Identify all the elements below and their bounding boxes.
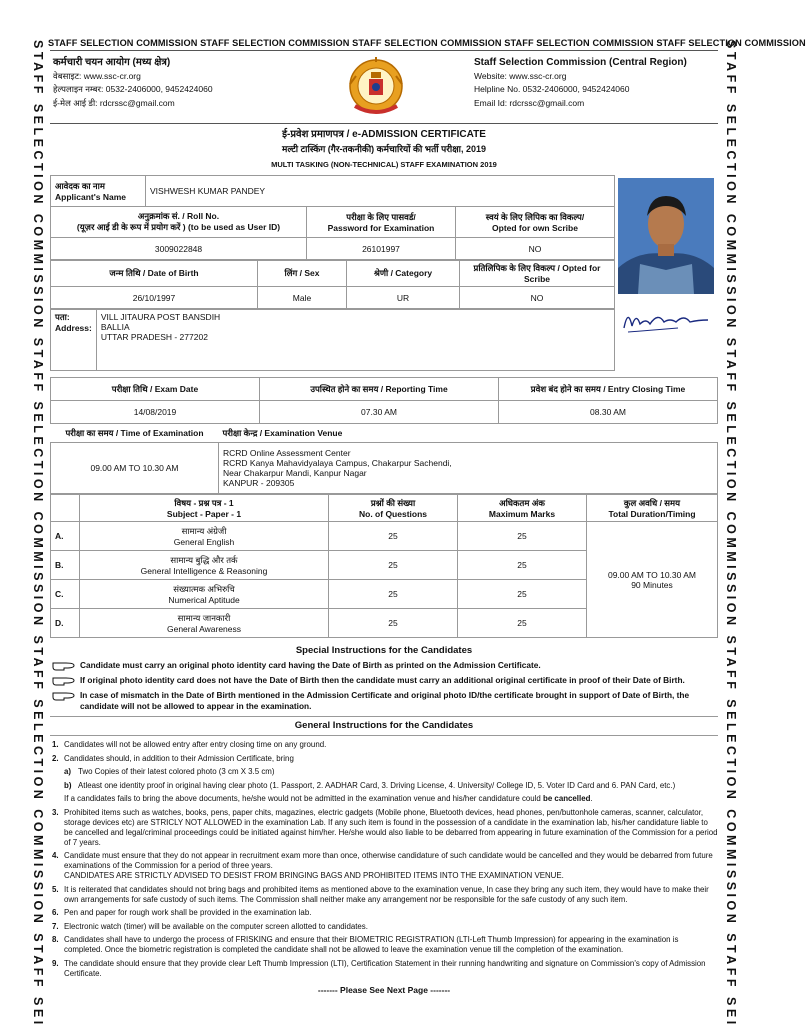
closing-time-label: प्रवेश बंद होने का समय / Entry Closing Time <box>499 378 718 401</box>
name-label: आवेदक का नाम Applicant's Name <box>51 176 146 207</box>
applicant-name: VISHWESH KUMAR PANDEY <box>146 176 615 207</box>
exam-venue-table <box>50 424 718 494</box>
header <box>50 50 718 123</box>
table-row: D. सामान्य जानकारी General Awareness 25 25 <box>51 609 718 638</box>
password-value: 26101997 <box>307 238 456 260</box>
title-line-2: मल्टी टास्किंग (गैर-तकनीकी) कर्मचारियों की भर्ती परीक्षा, 2019 <box>281 144 487 154</box>
ssc-emblem-icon <box>347 54 405 120</box>
list-item: In case of mismatch in the Date of Birth mentioned in the Admission Certificate and original photo ID/the certificate brought in support of Date of Birth, the candidate will not be allowed to appear in the examination. <box>50 690 718 712</box>
border-watermark-right: STAFF SELECTION COMMISSION STAFF SELECTION COMMISSION STAFF SELECTION COMMISSION STAFF SEI <box>724 40 738 1028</box>
helpline: Helpline No. 0532-2406000, 9452424060 <box>474 84 630 94</box>
questions-header: प्रश्नों की संख्या No. of Questions <box>329 495 458 522</box>
exam-schedule-table <box>50 377 718 424</box>
candidate-photo <box>618 178 714 294</box>
list-item: Candidate must carry an original photo identity card having the Date of Birth as printed on the Admission Certificate. <box>50 660 718 671</box>
sex-label: लिंग / Sex <box>258 261 347 287</box>
list-item: If a candidates fails to bring the above documents, he/she would not be admitted in the examination venue and his/her candidature could be cancelled. <box>64 794 593 803</box>
password-label: परीक्षा के लिए पासवर्ड/ Password for Examination <box>307 207 456 238</box>
marks-header: अधिकतम अंक Maximum Marks <box>458 495 587 522</box>
org-name: Staff Selection Commission (Central Region) <box>474 57 687 68</box>
pointing-hand-icon <box>52 674 76 687</box>
table-row: C. संख्यात्मक अभिरुचि Numerical Aptitude 25 25 <box>51 580 718 609</box>
dob-label: जन्म तिथि / Date of Birth <box>51 261 258 287</box>
list-item: a) Two Copies of their latest colored photo (3 cm X 3.5 cm) <box>64 767 275 776</box>
list-item: 8. Candidates shall have to undergo the process of FRISKING and ensure that their BIOMETRIC REGISTRATION (LTI-Left Thumb Impression) for appearing in the examination is completed. Once the biometric registration is completed the candidate shall not be allowed to leave the examination venue till the completion of the examination. <box>52 935 679 954</box>
list-item: 9. The candidate should ensure that they provide clear Left Thumb Impression (LTI), Certification Statement in their running handwriting and signature on Commission's copy of Admission Certificate. <box>52 958 706 978</box>
website: Website: www.ssc-cr.org <box>474 70 567 81</box>
exam-venue-label: परीक्षा केन्द्र / Examination Venue <box>222 427 343 438</box>
candidate-details-table <box>50 175 615 260</box>
table-row: B. सामान्य बुद्धि और तर्क General Intelligence & Reasoning 25 25 <box>51 551 718 580</box>
border-watermark-top: STAFF SELECTION COMMISSION STAFF SELECTION COMMISSION STAFF SELECTION COMMISSION STAFF SELECTION COMMISSION STAFF SELECTION COMMISSION <box>48 38 806 48</box>
scribe-label: स्वयं के लिए लिपिक का विकल्प/ Opted for own Scribe <box>456 207 615 238</box>
candidate-details-table-2 <box>50 260 615 309</box>
email-hindi: ई-मेल आई डी: rdcrssc@gmail.com <box>53 97 175 108</box>
scribe2-value: NO <box>460 287 615 309</box>
subject-header: विषय - प्रश्न पत्र - 1 Subject - Paper - 1 <box>80 495 329 522</box>
header-english <box>474 56 687 110</box>
list-item: 4. Candidate must ensure that they do not appear in recruitment exam more than once, otherwise candidature of such candidate would be cancelled and they would be debarred from future examinations of the Commission for a period of three years. CANDIDATES ARE STRICTLY ADVISED TO DESIST FROM BRINGING BAGS AND PROHIBITED ITEMS INTO THE EXAMINATION VENUE. <box>52 851 713 880</box>
list-item: 2. Candidates should, in addition to their Admission Certificate, bring <box>52 753 294 763</box>
address-label: पता: Address: <box>51 310 97 371</box>
dob-value: 26/10/1997 <box>51 287 258 309</box>
category-value: UR <box>347 287 460 309</box>
list-item: 6. Pen and paper for rough work shall be provided in the examination lab. <box>52 908 312 917</box>
general-instructions-title: General Instructions for the Candidates <box>294 720 474 731</box>
special-instructions-title: Special Instructions for the Candidates <box>295 645 473 656</box>
pointing-hand-icon <box>52 659 76 672</box>
title-line-3: MULTI TASKING (NON-TECHNICAL) STAFF EXAMINATION 2019 <box>271 160 497 169</box>
list-item: 7. Electronic watch (timer) will be available on the computer screen allotted to candidates. <box>52 921 368 931</box>
list-item: If original photo identity card does not have the Date of Birth then the candidate must carry an additional original certificate in proof of their Date of Birth. <box>50 675 718 686</box>
general-instructions <box>50 740 718 995</box>
closing-time: 08.30 AM <box>499 401 718 424</box>
helpline-hindi: हेल्पलाइन नम्बर: 0532-2406000, 9452424060 <box>53 84 213 94</box>
certificate-title <box>50 123 718 175</box>
address-value: VILL JITAURA POST BANSDIH BALLIA UTTAR PRADESH - 277202 <box>96 310 614 371</box>
address-table <box>50 309 615 371</box>
reporting-time: 07.30 AM <box>260 401 499 424</box>
list-item: 3. Prohibited items such as watches, books, pens, paper chits, magazines, electric gadgets (Mobile phone, Bluetooth devices, head phones, pen/buttonhole cameras, scanner, calculator, storage devices etc) are STRICLY NOT ALLOWED in the examination Lab. If any such item is found in the possession of a candidate in the examination lab, his/her candidature liable to be cancelled and legal/criminal proceedings could be initiated against him/her. He/she would also liable to be debarred from appearing in future examination of the Commission for a period of 7 years. <box>52 807 718 847</box>
exam-date-label: परीक्षा तिथि / Exam Date <box>51 378 260 401</box>
candidate-signature <box>618 298 714 342</box>
exam-date: 14/08/2019 <box>51 401 260 424</box>
list-item: b) Atleast one identity proof in original having clear photo (1. Passport, 2. AADHAR Card, 3. Driving License, 4. University/ College ID, 5. Voter ID Card and 6. PAN Card, etc.) <box>64 780 676 790</box>
scribe2-label: प्रतिलिपिक के लिए विकल्प / Opted for Scribe <box>460 261 615 287</box>
total-duration: 09.00 AM TO 10.30 AM 90 Minutes <box>587 522 718 638</box>
roll-number: 3009022848 <box>51 238 307 260</box>
exam-time-label: परीक्षा का समय / Time of Examination <box>65 427 204 438</box>
border-watermark-left: STAFF SELECTION COMMISSION STAFF SELECTION COMMISSION STAFF SELECTION COMMISSION STAFF SEI <box>31 40 45 1028</box>
roll-label: अनुक्रमांक सं. / Roll No. (यूज़र आई डी के रूप में प्रयोग करें ) (to be used as User ID) <box>51 207 307 238</box>
category-label: श्रेणी / Category <box>347 261 460 287</box>
title-line-1: ई-प्रवेश प्रमाणपत्र / e-ADMISSION CERTIFICATE <box>282 129 486 140</box>
scribe-value: NO <box>456 238 615 260</box>
header-hindi <box>53 56 213 110</box>
sex-value: Male <box>258 287 347 309</box>
special-instructions <box>50 660 718 712</box>
next-page-note: ------- Please See Next Page ------- <box>317 984 451 995</box>
exam-venue: RCRD Online Assessment Center RCRD Kanya Mahavidyalaya Campus, Chakarpur Sachendi, Near Chakarpur Mandi, Kanpur Nagar KANPUR - 209305 <box>219 443 718 494</box>
duration-header: कुल अवधि / समय Total Duration/Timing <box>587 495 718 522</box>
admission-certificate <box>50 50 718 995</box>
table-row: A. सामान्य अंग्रेजी General English 25 25 09.00 AM TO 10.30 AM 90 Minutes <box>51 522 718 551</box>
pointing-hand-icon <box>52 689 76 702</box>
reporting-time-label: उपस्थित होने का समय / Reporting Time <box>260 378 499 401</box>
exam-time: 09.00 AM TO 10.30 AM <box>51 443 219 494</box>
website-hindi: वेबसाइट: www.ssc-cr.org <box>53 70 141 81</box>
email: Email Id: rdcrssc@gmail.com <box>474 97 585 108</box>
list-item: 1. Candidates will not be allowed entry after entry closing time on any ground. <box>52 740 327 749</box>
subjects-table <box>50 494 718 638</box>
org-name-hindi: कर्मचारी चयन आयोग (मध्य क्षेत्र) <box>53 57 171 68</box>
list-item: 5. It is reiterated that candidates should not bring bags and prohibited items as mentioned above to the examination venue, In case they bring any such item, they would have to make their own arrangements for safe custody of such items. The Commission shall neither make any arrangement nor be responsible for the safe custody of any such item. <box>52 884 709 904</box>
